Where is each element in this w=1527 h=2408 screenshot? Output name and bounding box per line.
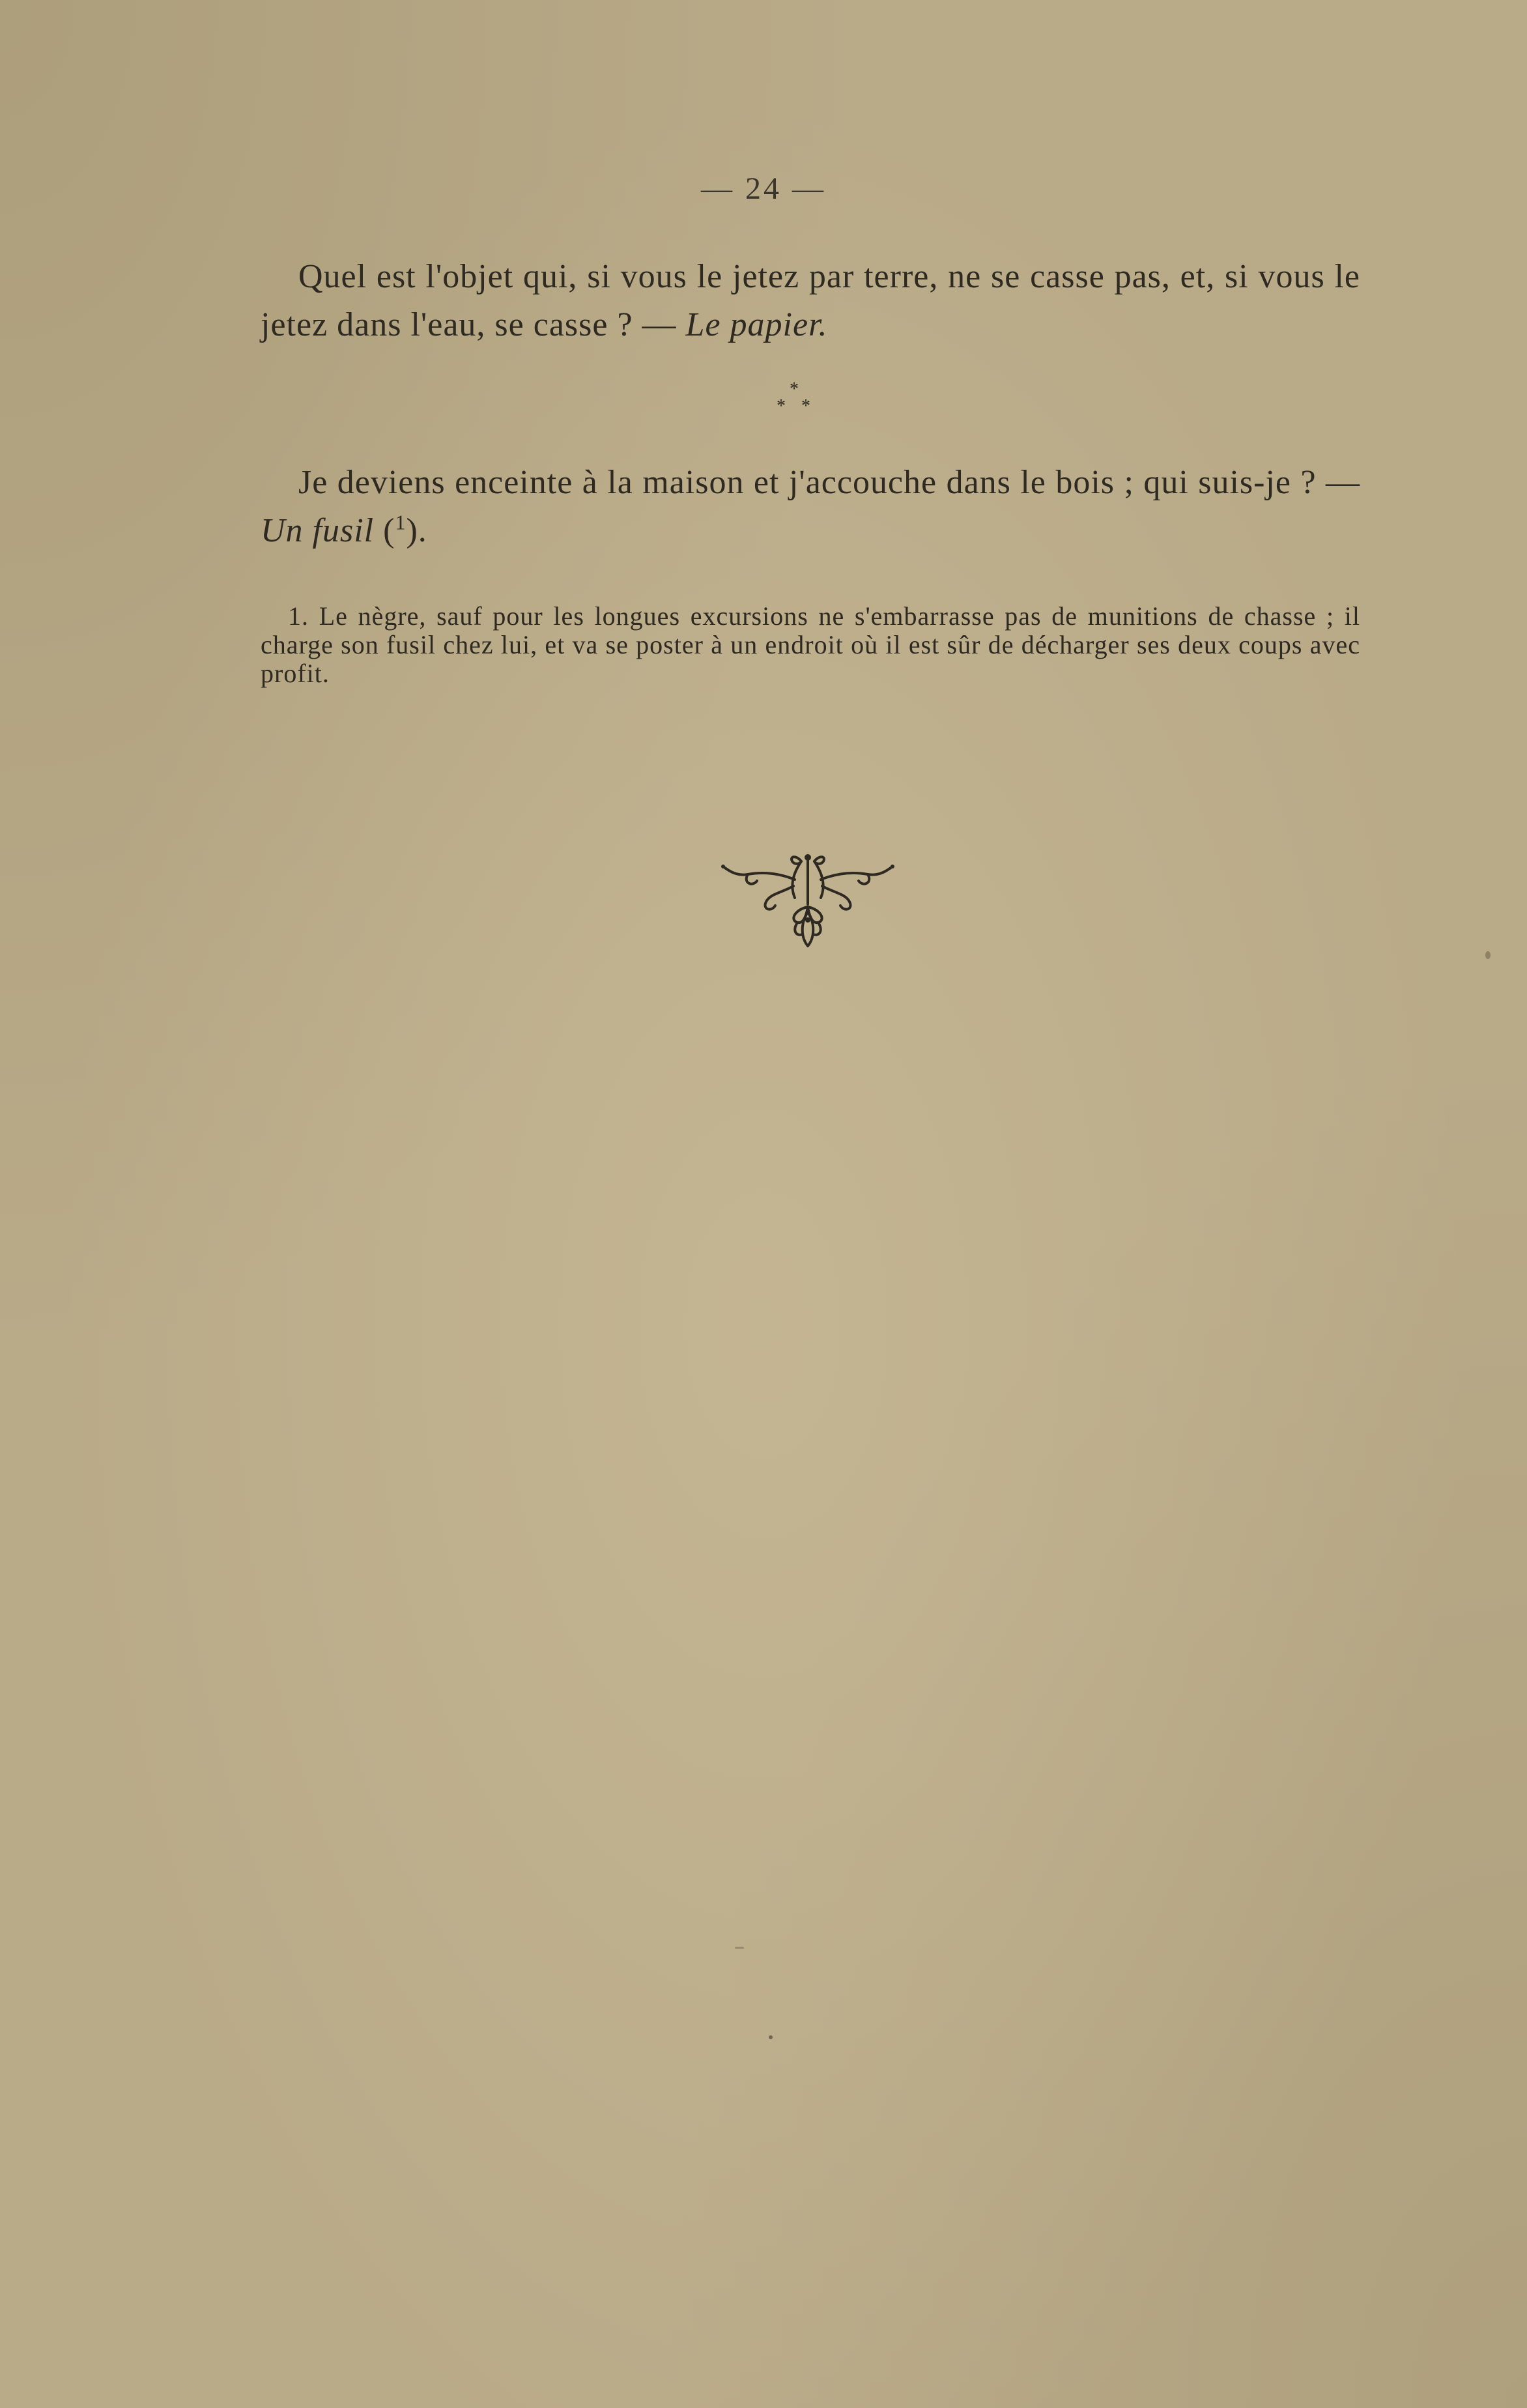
asterism-separator (777, 379, 816, 418)
riddle-text: Je deviens enceinte à la maison et j'accouche dans le bois ; qui suis-je ? — Un fusil ($^1$). (261, 464, 1360, 549)
riddle-gun (261, 459, 1360, 555)
paper-speck (735, 1947, 744, 1949)
footnote-marker: 1. (288, 601, 309, 631)
riddle-answer: Le papier. (685, 306, 828, 343)
riddle-question: Quel est l'objet qui, si vous le jetez par terre, ne se casse pas, et, si vous le jetez dans l'eau, se casse ? — (261, 258, 1360, 343)
riddle-tail: ). (406, 512, 427, 549)
footnote-text (261, 602, 1360, 688)
paper-speck (1485, 951, 1491, 959)
footnote-body: Le nègre, sauf pour les longues excursions ne s'embarrasse pas de munitions de chasse ; il charge son fusil chez lui, et va se poster à un endroit où il est sûr de décharger ses deux coups avec profit. (261, 601, 1361, 688)
riddle-answer: Un fusil (261, 512, 375, 549)
asterism-star: * (801, 396, 810, 416)
asterism-star: * (790, 379, 799, 399)
footnote-reference[interactable]: 1 (395, 510, 407, 534)
riddle-text (261, 253, 1360, 349)
paper-speck (769, 2035, 773, 2039)
floral-vignette-icon (717, 847, 899, 958)
footnote (261, 602, 1360, 688)
riddle-question: Je deviens enceinte à la maison et j'accouche dans le bois ; qui suis-je ? — (298, 464, 1360, 501)
page-number: — 24 — (701, 171, 826, 206)
riddle-paper (261, 253, 1360, 349)
asterism-star: * (777, 396, 786, 416)
